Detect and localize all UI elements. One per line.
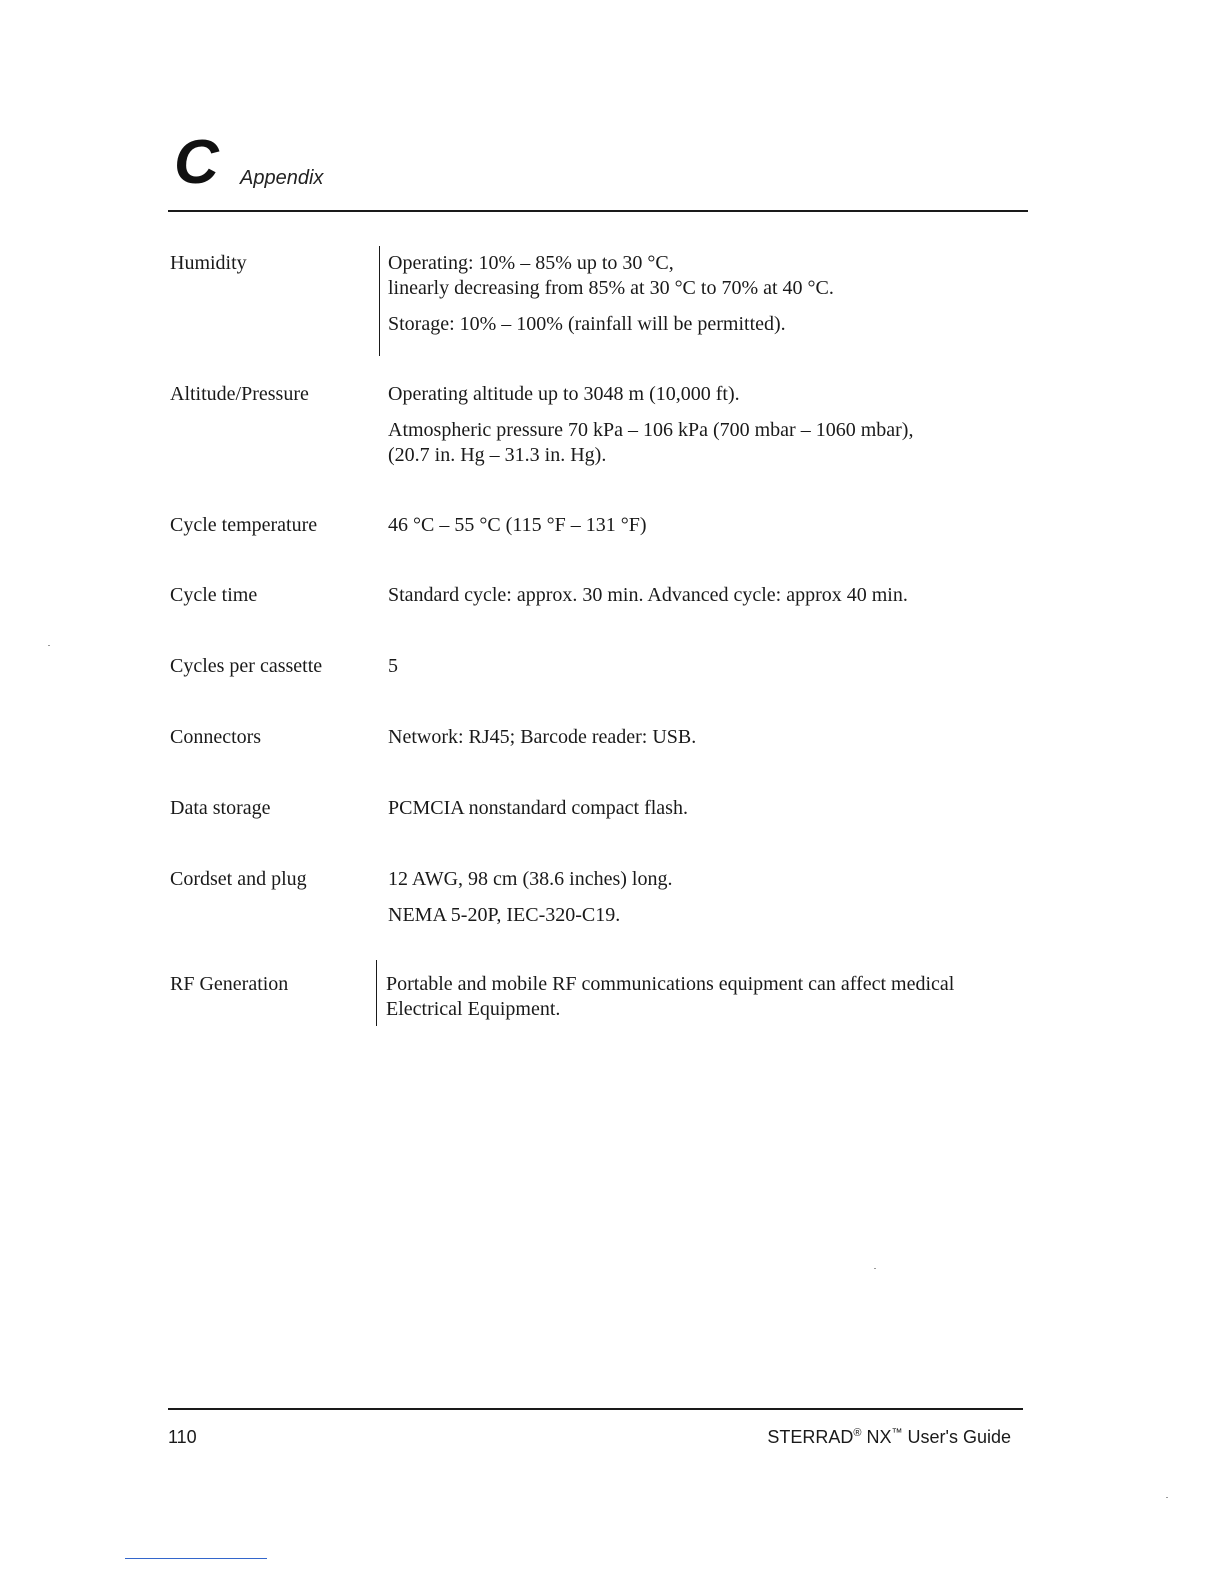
spec-label: Data storage bbox=[170, 797, 271, 819]
spec-value bbox=[386, 972, 1026, 1033]
spec-paragraph bbox=[388, 382, 1028, 407]
spec-label: RF Generation bbox=[170, 973, 289, 995]
chapter-title: Appendix bbox=[240, 167, 324, 189]
product-name: NX bbox=[866, 1427, 892, 1447]
spec-label: Altitude/Pressure bbox=[170, 383, 309, 405]
page-number: 110 bbox=[168, 1427, 197, 1447]
spec-paragraph bbox=[388, 796, 1028, 821]
spec-line: Network: RJ45; Barcode reader: USB. bbox=[388, 726, 697, 748]
scan-speck bbox=[48, 645, 50, 646]
spec-paragraph bbox=[388, 312, 1028, 337]
spec-paragraph bbox=[388, 654, 1028, 679]
trademark-mark: ™ bbox=[891, 1427, 903, 1439]
spec-paragraph bbox=[388, 903, 1028, 928]
spec-paragraph bbox=[388, 867, 1028, 892]
spec-line: 5 bbox=[388, 655, 398, 677]
spec-paragraph bbox=[386, 972, 1026, 1022]
spec-line: 12 AWG, 98 cm (38.6 inches) long. bbox=[388, 868, 673, 890]
spec-label: Connectors bbox=[170, 726, 262, 748]
spec-value bbox=[388, 251, 1028, 348]
spec-line: (20.7 in. Hg – 31.3 in. Hg). bbox=[388, 444, 607, 466]
guide-title bbox=[767, 1426, 1011, 1448]
spec-line: Operating altitude up to 3048 m (10,000 ft). bbox=[388, 383, 740, 405]
table-divider-upper bbox=[379, 246, 380, 356]
spec-line: PCMCIA nonstandard compact flash. bbox=[388, 797, 688, 819]
guide-name: STERRAD bbox=[767, 1427, 854, 1447]
spec-line: Electrical Equipment. bbox=[386, 998, 561, 1020]
spec-label: Cycle time bbox=[170, 584, 258, 606]
scan-edge-line bbox=[125, 1558, 267, 1559]
table-divider-lower bbox=[376, 960, 377, 1026]
spec-value bbox=[388, 583, 1028, 619]
spec-paragraph bbox=[388, 583, 1028, 608]
page-footer bbox=[168, 1408, 1023, 1447]
spec-line: Standard cycle: approx. 30 min. Advanced cycle: approx 40 min. bbox=[388, 584, 908, 606]
spec-value bbox=[388, 382, 1028, 479]
spec-label: Cordset and plug bbox=[170, 868, 307, 890]
spec-label: Humidity bbox=[170, 252, 247, 274]
spec-value bbox=[388, 796, 1028, 832]
scan-speck bbox=[1166, 1497, 1168, 1498]
spec-value bbox=[388, 867, 1028, 939]
guide-suffix: User's Guide bbox=[907, 1427, 1011, 1447]
spec-paragraph bbox=[388, 513, 1028, 538]
spec-paragraph bbox=[388, 418, 1028, 468]
scan-speck bbox=[874, 1268, 876, 1269]
spec-line: NEMA 5-20P, IEC-320-C19. bbox=[388, 904, 621, 926]
spec-line: Operating: 10% – 85% up to 30 °C, bbox=[388, 252, 674, 274]
spec-line: Storage: 10% – 100% (rainfall will be permitted). bbox=[388, 313, 786, 335]
spec-label: Cycle temperature bbox=[170, 514, 318, 536]
spec-value bbox=[388, 654, 1028, 690]
chapter-letter: C bbox=[174, 128, 219, 197]
spec-line: Atmospheric pressure 70 kPa – 106 kPa (700 mbar – 1060 mbar), bbox=[388, 419, 914, 441]
spec-value bbox=[388, 725, 1028, 761]
spec-paragraph bbox=[388, 251, 1028, 301]
registered-mark: ® bbox=[853, 1427, 862, 1439]
spec-line: 46 °C – 55 °C (115 °F – 131 °F) bbox=[388, 514, 647, 536]
spec-label: Cycles per cassette bbox=[170, 655, 323, 677]
spec-paragraph bbox=[388, 725, 1028, 750]
spec-line: Portable and mobile RF communications equipment can affect medical bbox=[386, 973, 955, 995]
spec-value bbox=[388, 513, 1028, 549]
spec-line: linearly decreasing from 85% at 30 °C to 70% at 40 °C. bbox=[388, 277, 834, 299]
page-header bbox=[168, 128, 1028, 212]
